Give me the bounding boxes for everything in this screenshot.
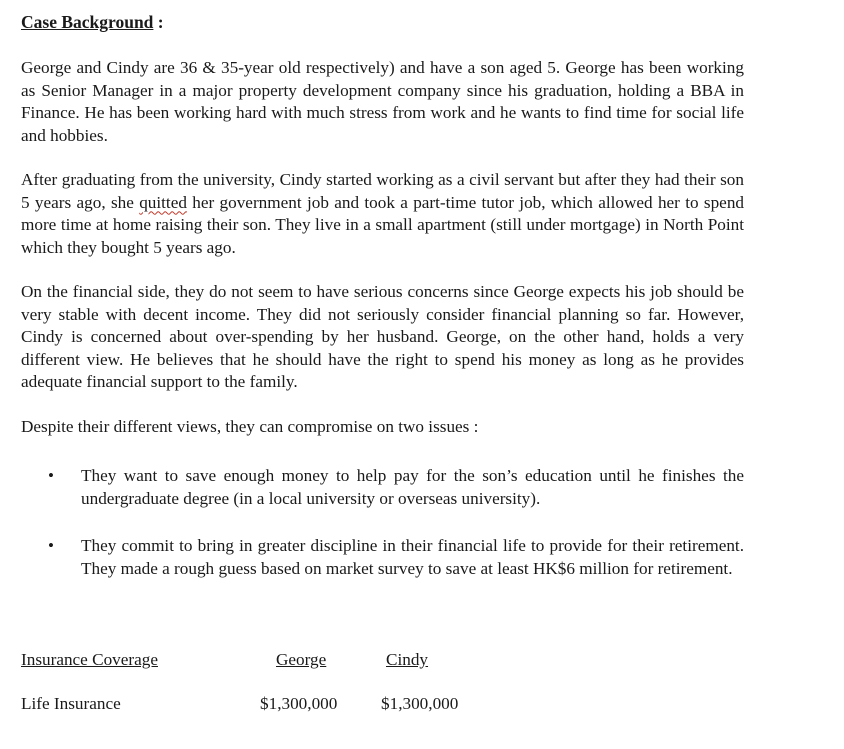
table-header-cindy: Cindy bbox=[386, 650, 429, 669]
paragraph-cindy-part2: her government job and took a part-time tutor job, which allowed her to spend more time at home raising their son. They live in a small apartment (still under mortgage) in North Point which they bought 5 years ago. bbox=[21, 192, 745, 257]
bullet-dot-icon: • bbox=[48, 466, 54, 485]
table-header-george: George bbox=[276, 650, 327, 669]
spellcheck-flagged-word[interactable]: quitted bbox=[139, 192, 187, 212]
bullet-dot-icon: • bbox=[48, 536, 54, 555]
heading-text: Case Background bbox=[21, 12, 154, 32]
table-header-insurance-coverage: Insurance Coverage bbox=[21, 650, 158, 669]
paragraph-compromise: Despite their different views, they can compromise on two issues : bbox=[21, 417, 479, 436]
bullet-text: They want to save enough money to help pay for the son’s education until he finishes the undergraduate degree (in a local university or overseas university). bbox=[81, 466, 744, 508]
table-cell-cindy-amount: $1,300,000 bbox=[381, 694, 459, 713]
bullet-text: They commit to bring in greater discipline in their financial life to provide for their retirement. They made a rough guess based on market survey to save at least HK$6 million for retirement. bbox=[81, 536, 744, 578]
paragraph-cindy-part1: After graduating from the university, Cindy started working as a civil servant but after they had their son 5 years ago, she bbox=[21, 170, 744, 212]
paragraph-background: George and Cindy are 36 & 35-year old respectively) and have a son aged 5. George has been working as Senior Manager in a major property development company since his graduation, holding a BBA in Finance. He has been working hard with much stress from work and he wants to find time for social life and hobbies. bbox=[21, 58, 744, 145]
paragraph-financial-side: On the financial side, they do not seem to have serious concerns since George expects his job should be very stable with decent income. They did not seriously consider financial planning so far. However, Cindy is concerned about over-spending by her husband. George, on the other hand, holds a very different view. He believes that he should have the right to spend his money as long as he provides adequate financial support to the family. bbox=[21, 282, 744, 391]
heading-suffix: : bbox=[153, 12, 164, 32]
table-cell-george-amount: $1,300,000 bbox=[260, 694, 338, 713]
paragraph-cindy bbox=[21, 169, 744, 259]
section-heading bbox=[21, 11, 164, 34]
table-cell-life-insurance-label: Life Insurance bbox=[21, 694, 121, 713]
